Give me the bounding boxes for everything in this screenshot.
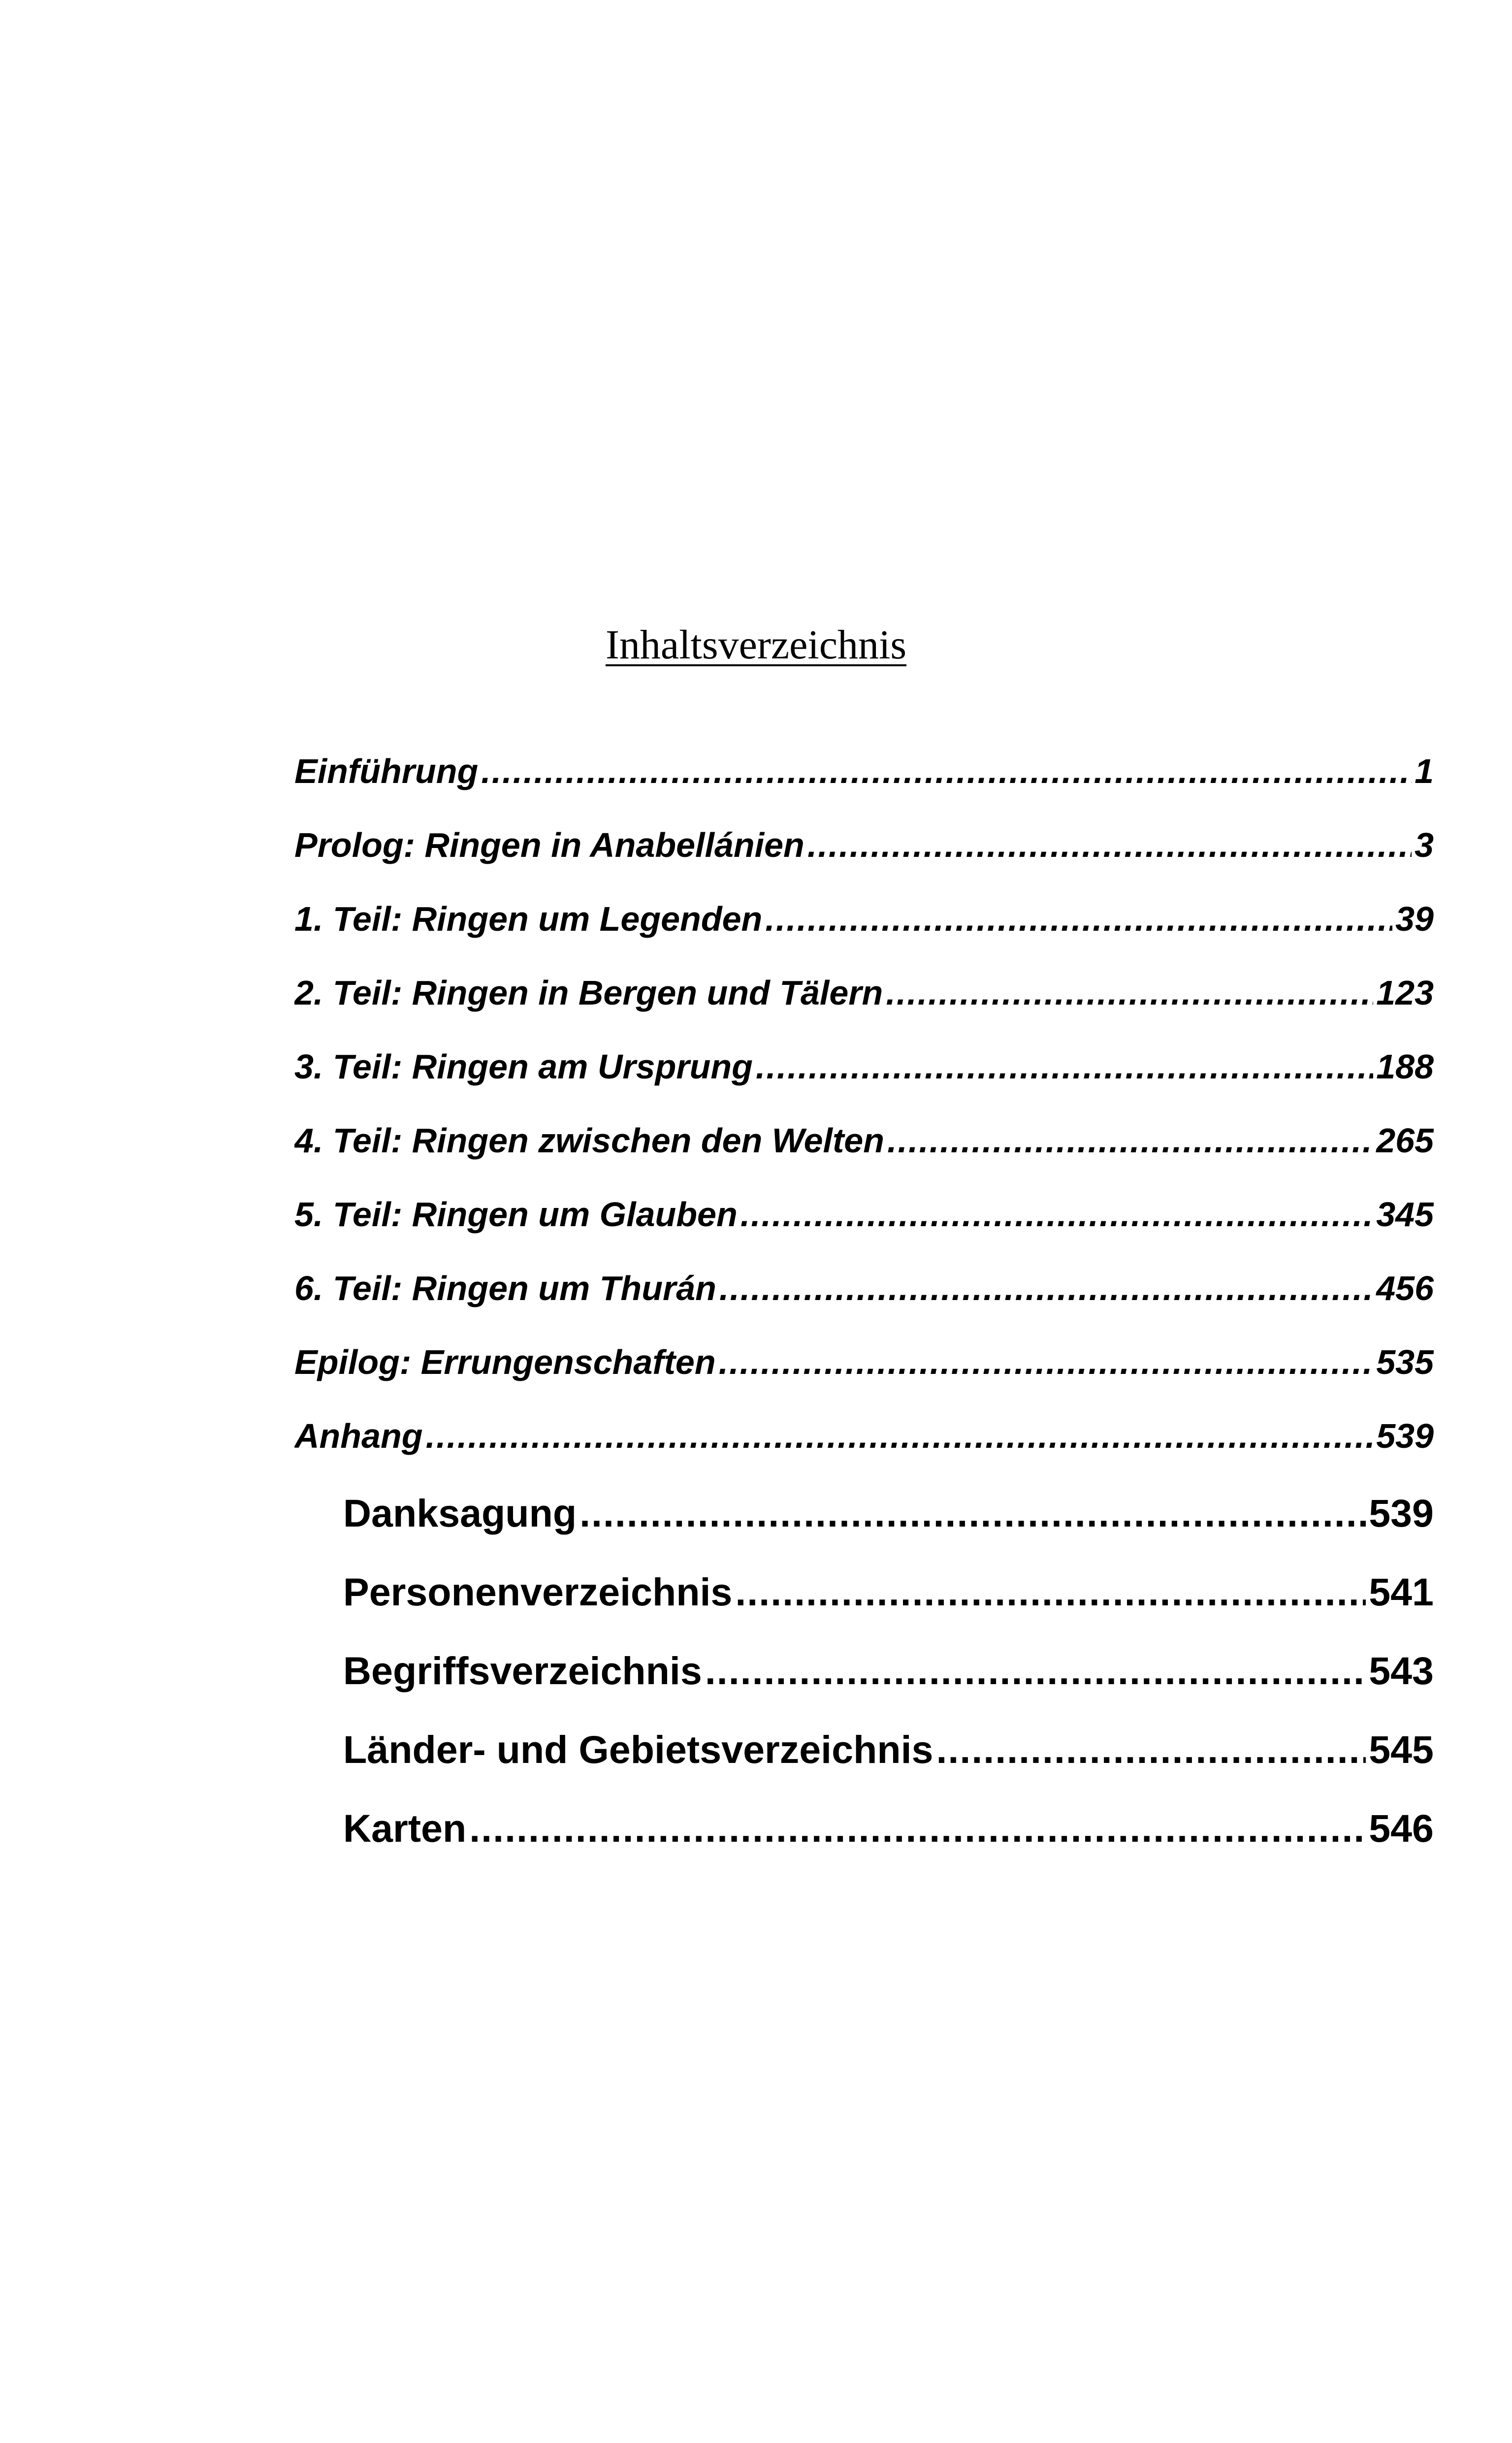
toc-dot-leader [481, 748, 1412, 795]
toc-entry [343, 1487, 1434, 1539]
toc-entry-label: 2. Teil: Ringen in Bergen und Tälern [294, 974, 883, 1012]
toc-heading-text: Inhaltsverzeichnis [605, 622, 907, 668]
toc-entry [343, 1566, 1434, 1618]
toc-entry-label: Begriffsverzeichnis [343, 1649, 702, 1693]
toc-entry [294, 1412, 1434, 1460]
toc-dot-leader [886, 969, 1373, 1016]
toc-dot-leader [936, 1724, 1366, 1776]
toc-dot-leader [740, 1191, 1373, 1238]
toc-dot-leader [735, 1566, 1366, 1618]
toc-entry [294, 1338, 1434, 1386]
toc-dot-leader [426, 1412, 1374, 1460]
toc-entry-label: Prolog: Ringen in Anabellánien [294, 826, 804, 864]
toc-entry-page-number: 265 [1376, 1121, 1434, 1160]
toc-entry [294, 1191, 1434, 1238]
toc-entry-page-number: 345 [1376, 1195, 1434, 1234]
toc-dot-leader [719, 1338, 1374, 1386]
toc-entry [343, 1802, 1434, 1855]
toc-entry [294, 969, 1434, 1016]
toc-entry-page-number: 3 [1415, 826, 1434, 864]
toc-entry-label: Karten [343, 1806, 467, 1850]
toc-entry-page-number: 188 [1376, 1047, 1434, 1086]
toc-entry [294, 748, 1434, 795]
toc-dot-leader [765, 895, 1392, 943]
toc-dot-leader [719, 1265, 1373, 1312]
toc-entry-label: 6. Teil: Ringen um Thurán [294, 1269, 716, 1307]
toc-dot-leader [705, 1645, 1366, 1697]
toc-entry-label: Epilog: Errungenschaften [294, 1343, 716, 1381]
toc-entry-page-number: 545 [1369, 1727, 1434, 1771]
toc-entry-page-number: 39 [1395, 900, 1434, 938]
toc-dot-leader [469, 1802, 1366, 1855]
toc-entry-label: 4. Teil: Ringen zwischen den Welten [294, 1121, 884, 1160]
toc-entry-page-number: 1 [1415, 752, 1434, 790]
toc-entry-label: Länder- und Gebietsverzeichnis [343, 1727, 933, 1771]
toc-dot-leader [807, 821, 1412, 869]
toc-entry-page-number: 539 [1376, 1417, 1434, 1455]
toc-dot-leader [579, 1487, 1366, 1539]
toc-entry-page-number: 546 [1369, 1806, 1434, 1850]
toc-entry-page-number: 535 [1376, 1343, 1434, 1381]
toc-dot-leader [756, 1043, 1373, 1090]
toc-entry-label: Personenverzeichnis [343, 1570, 733, 1614]
toc-entry-label: Einführung [294, 752, 479, 790]
toc-entry-page-number: 539 [1369, 1491, 1434, 1535]
toc-entry-label: 1. Teil: Ringen um Legenden [294, 900, 763, 938]
toc-entry [294, 821, 1434, 869]
toc-entry [294, 1117, 1434, 1164]
toc-entry-label: 5. Teil: Ringen um Glauben [294, 1195, 738, 1234]
toc-entry-page-number: 456 [1376, 1269, 1434, 1307]
toc-entry-page-number: 541 [1369, 1570, 1434, 1614]
toc-entry-label: Danksagung [343, 1491, 577, 1535]
toc-entry-page-number: 543 [1369, 1649, 1434, 1693]
toc-entry [294, 1265, 1434, 1312]
toc-entry-label: 3. Teil: Ringen am Ursprung [294, 1047, 753, 1086]
toc-heading [0, 618, 1512, 672]
toc-entry [343, 1645, 1434, 1697]
toc-entry-page-number: 123 [1376, 974, 1434, 1012]
toc-entry [343, 1724, 1434, 1776]
toc-dot-leader [887, 1117, 1373, 1164]
toc-entry-label: Anhang [294, 1417, 423, 1455]
toc-entry [294, 895, 1434, 943]
toc-entry [294, 1043, 1434, 1090]
